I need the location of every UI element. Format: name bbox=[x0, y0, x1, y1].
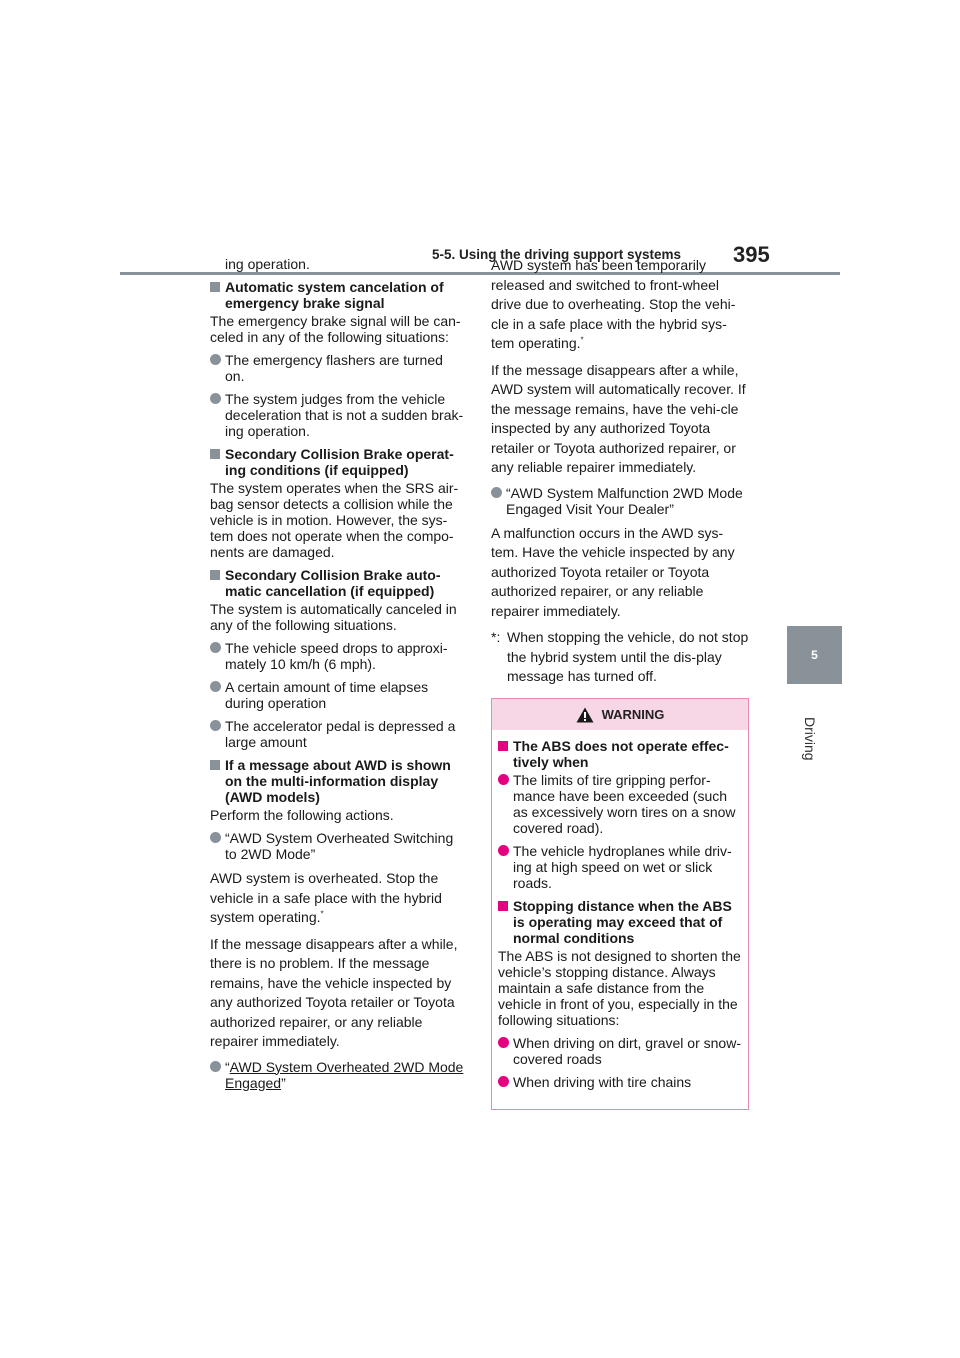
circle-bullet-icon bbox=[498, 845, 509, 856]
paragraph: If the message disappears after a while, AWD system will automatically recover. If the message remains, have the vehi-cle inspected by any authorized Toyota retailer or Toyota authorized repairer, or any reliable repairer immediately. bbox=[491, 361, 746, 475]
paragraph bbox=[491, 256, 749, 354]
square-bullet-icon bbox=[498, 901, 508, 911]
paragraph-text: AWD system has been temporarily released and switched to front-wheel drive due to overheating. Stop the vehi-cle in a safe place with the hybrid sys-tem operating. bbox=[491, 257, 736, 351]
circle-bullet-icon bbox=[210, 720, 221, 731]
paragraph: The system is automatically canceled in any of the following situations. bbox=[210, 601, 457, 633]
chapter-tab: 5 bbox=[787, 626, 842, 684]
section-heading-auto-cancel bbox=[210, 279, 466, 311]
paragraph-text: AWD system is overheated. Stop the vehicle in a safe place with the hybrid system operating. bbox=[210, 870, 442, 925]
list-item bbox=[498, 1074, 742, 1090]
continuation-text: ing operation. bbox=[225, 256, 310, 272]
warning-title: WARNING bbox=[601, 707, 665, 722]
circle-bullet-icon bbox=[498, 774, 509, 785]
list-item bbox=[210, 391, 466, 439]
list-item-text: When driving on dirt, gravel or snow-covered roads bbox=[513, 1035, 741, 1067]
list-item-text: The accelerator pedal is depressed a large amount bbox=[225, 718, 456, 750]
list-item bbox=[498, 772, 742, 836]
circle-bullet-icon bbox=[210, 354, 221, 365]
heading-text: Automatic system cancelation of emergency brake signal bbox=[225, 279, 444, 311]
warning-box bbox=[491, 698, 749, 1110]
circle-bullet-icon bbox=[210, 832, 221, 843]
list-item-text: The limits of tire gripping perfor-mance have been exceeded (such as excessively worn tires on a snow covered road). bbox=[513, 772, 736, 836]
heading-text: Secondary Collision Brake auto-matic cancellation (if equipped) bbox=[225, 567, 441, 599]
warning-heading-stopping-distance bbox=[498, 898, 742, 946]
warning-heading-abs-ineffective bbox=[498, 738, 742, 770]
list-item bbox=[210, 830, 466, 862]
square-bullet-icon bbox=[498, 741, 508, 751]
chapter-label: Driving bbox=[802, 717, 818, 761]
circle-bullet-icon bbox=[491, 487, 502, 498]
heading-text: Stopping distance when the ABS is operating may exceed that of normal conditions bbox=[513, 898, 732, 946]
list-item bbox=[491, 485, 749, 517]
list-item bbox=[498, 1035, 742, 1067]
square-bullet-icon bbox=[210, 449, 220, 459]
left-column bbox=[210, 256, 466, 1098]
list-item bbox=[210, 1059, 466, 1091]
paragraph: The emergency brake signal will be can-celed in any of the following situations: bbox=[210, 313, 461, 345]
paragraph bbox=[210, 869, 466, 928]
list-item-text: The vehicle speed drops to approxi-mately 10 km/h (6 mph). bbox=[225, 640, 448, 672]
list-item bbox=[210, 718, 466, 750]
square-bullet-icon bbox=[210, 570, 220, 580]
square-bullet-icon bbox=[210, 760, 220, 770]
quote-open: “ bbox=[225, 1058, 230, 1075]
list-item-text: When driving with tire chains bbox=[513, 1074, 692, 1090]
square-bullet-icon bbox=[210, 282, 220, 292]
asterisk-footnote-ref: * bbox=[320, 909, 324, 919]
list-item-text: The emergency flashers are turned on. bbox=[225, 352, 443, 384]
warning-header bbox=[492, 699, 748, 730]
heading-text: Secondary Collision Brake operat-ing conditions (if equipped) bbox=[225, 446, 454, 478]
section-heading-secondary-conditions bbox=[210, 446, 466, 478]
list-item-text: The system judges from the vehicle deceleration that is not a sudden brak-ing operation. bbox=[225, 391, 464, 439]
paragraph: A malfunction occurs in the AWD sys-tem. Have the vehicle inspected by any authorized Toyota retailer or Toyota authorized repairer, or any reliable repairer immediately. bbox=[491, 524, 735, 619]
circle-bullet-icon bbox=[210, 393, 221, 404]
footnote-text: When stopping the vehicle, do not stop the hybrid system until the dis-play message has turned off. bbox=[507, 629, 749, 684]
list-item-text: A certain amount of time elapses during operation bbox=[225, 679, 429, 711]
circle-bullet-icon bbox=[210, 642, 221, 653]
list-item-text: “AWD System Malfunction 2WD Mode Engaged Visit Your Dealer” bbox=[506, 484, 743, 517]
footnote bbox=[491, 628, 749, 687]
awd-overheated-link[interactable]: AWD System Overheated 2WD Mode Engaged bbox=[225, 1058, 464, 1091]
paragraph: If the message disappears after a while, there is no problem. If the message remains, have the vehicle inspected by any authorized Toyota retailer or Toyota authorized repairer, or any reliable repairer immediately. bbox=[210, 935, 458, 1049]
list-item bbox=[210, 679, 466, 711]
list-item bbox=[498, 843, 742, 891]
list-item bbox=[210, 352, 466, 384]
list-item-text: The vehicle hydroplanes while driv-ing at high speed on wet or slick roads. bbox=[513, 843, 732, 891]
warning-body bbox=[492, 730, 748, 1090]
warning-triangle-icon bbox=[576, 707, 594, 723]
page-number: 395 bbox=[733, 242, 770, 267]
section-heading-awd-message bbox=[210, 757, 466, 805]
list-item-text: “AWD System Overheated Switching to 2WD Mode” bbox=[225, 830, 454, 862]
circle-bullet-icon bbox=[498, 1076, 509, 1087]
right-column bbox=[491, 256, 749, 693]
heading-text: If a message about AWD is shown on the multi-information display (AWD models) bbox=[225, 757, 451, 805]
circle-bullet-icon bbox=[210, 681, 221, 692]
footnote-mark: *: bbox=[491, 629, 501, 645]
paragraph: The system operates when the SRS air-bag sensor detects a collision while the vehicle is in motion. However, the sys-tem does not operate when the compo-nents are damaged. bbox=[210, 480, 459, 560]
section-title: 5-5. Using the driving support systems bbox=[432, 247, 682, 262]
circle-bullet-icon bbox=[210, 1061, 221, 1072]
asterisk-footnote-ref: * bbox=[580, 335, 584, 345]
circle-bullet-icon bbox=[498, 1037, 509, 1048]
paragraph: The ABS is not designed to shorten the vehicle’s stopping distance. Always maintain a safe distance from the vehicle in front of you, especially in the following situations: bbox=[498, 948, 741, 1028]
section-heading-secondary-cancel bbox=[210, 567, 466, 599]
list-item bbox=[210, 640, 466, 672]
heading-text: The ABS does not operate effec-tively when bbox=[513, 738, 729, 770]
paragraph: Perform the following actions. bbox=[210, 807, 394, 823]
quote-close: ” bbox=[281, 1074, 286, 1091]
